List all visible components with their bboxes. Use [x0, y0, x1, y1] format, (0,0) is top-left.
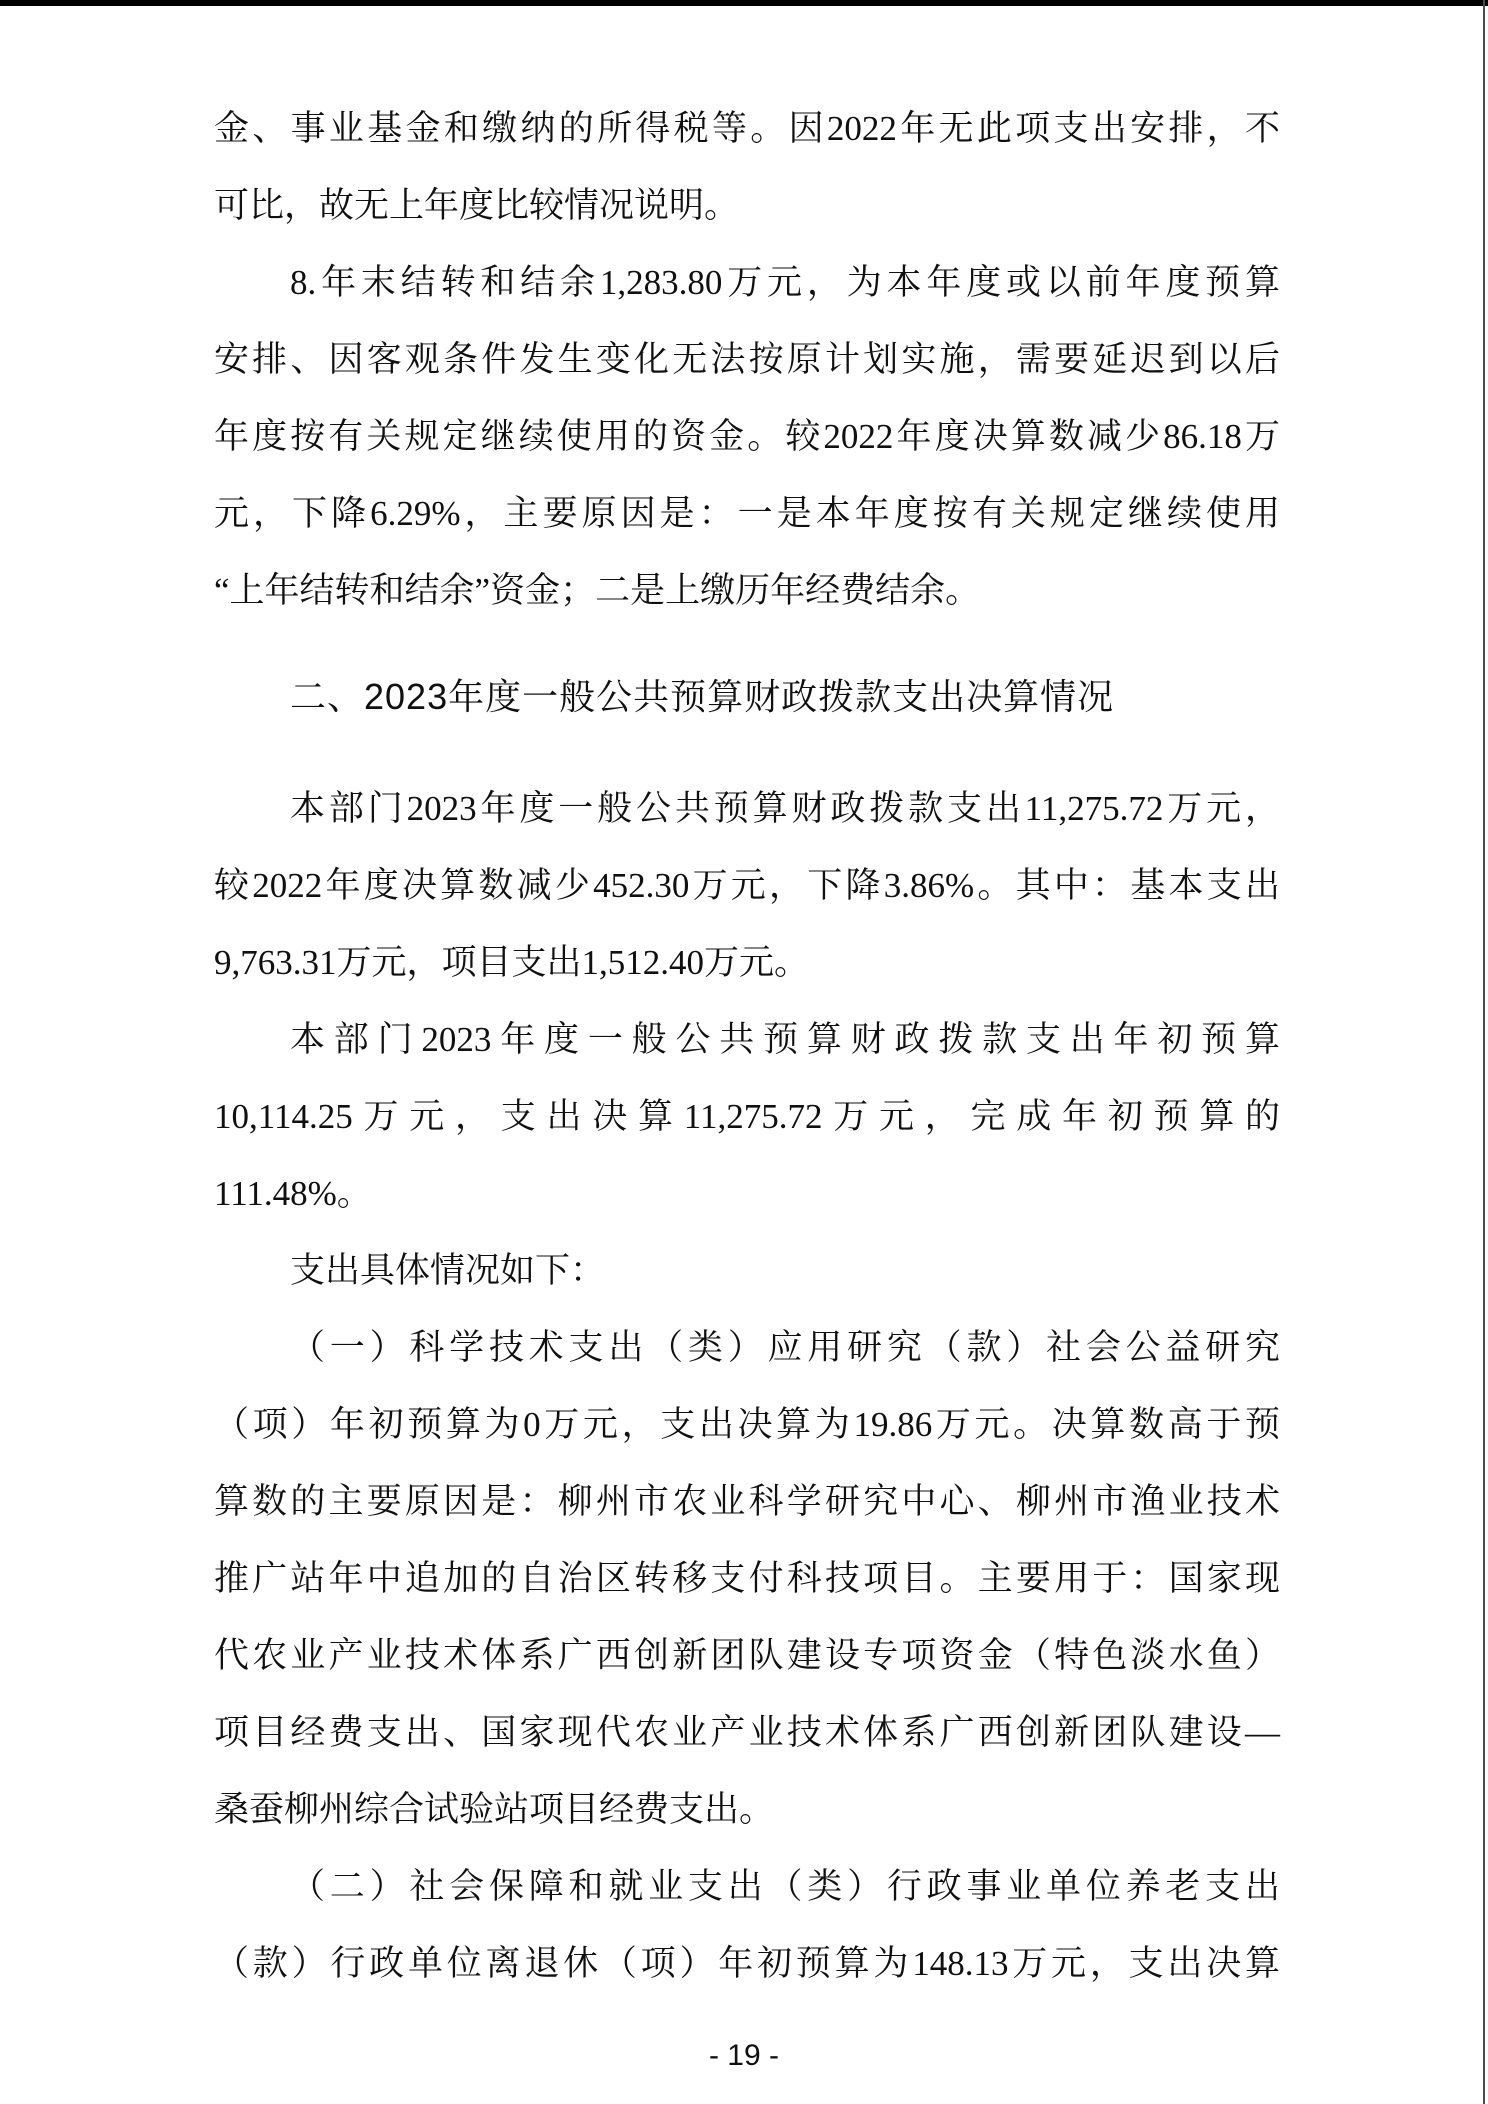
body-line: （项）年初预算为0万元，支出决算为19.86万元。决算数高于预 [214, 1405, 1280, 1444]
body-line: 安排、因客观条件发生变化无法按原计划实施，需要延迟到以后 [214, 340, 1280, 379]
body-line: 10,114.25万元，支出决算11,275.72万元，完成年初预算的 [214, 1097, 1280, 1136]
body-line: 年度按有关规定继续使用的资金。较2022年度决算数减少86.18万 [214, 417, 1280, 456]
body-line: 8.年末结转和结余1,283.80万元，为本年度或以前年度预算 [290, 263, 1280, 302]
body-line: 代农业产业技术体系广西创新团队建设专项资金（特色淡水鱼） [214, 1636, 1280, 1675]
body-line: 桑蚕柳州综合试验站项目经费支出。 [214, 1790, 775, 1829]
body-line: 推广站年中追加的自治区转移支付科技项目。主要用于：国家现 [214, 1559, 1280, 1598]
body-line: （二）社会保障和就业支出（类）行政事业单位养老支出 [290, 1867, 1280, 1906]
body-line: “上年结转和结余”资金；二是上缴历年经费结余。 [214, 571, 981, 610]
scan-top-bar [0, 0, 1488, 6]
body-line: 本部门2023年度一般公共预算财政拨款支出年初预算 [290, 1020, 1280, 1059]
body-line: 支出具体情况如下： [290, 1251, 606, 1290]
body-line: 金、事业基金和缴纳的所得税等。因2022年无此项支出安排，不 [214, 109, 1280, 148]
body-line: 项目经费支出、国家现代农业产业技术体系广西创新团队建设— [214, 1713, 1280, 1752]
body-line: 可比，故无上年度比较情况说明。 [214, 186, 740, 225]
body-line: 算数的主要原因是：柳州市农业科学研究中心、柳州市渔业技术 [214, 1482, 1280, 1521]
page-number: - 19 - [708, 2039, 780, 2072]
section-heading: 二、2023年度一般公共预算财政拨款支出决算情况 [290, 676, 1115, 717]
body-line: 111.48%。 [214, 1174, 372, 1213]
scan-right-edge-line [1483, 0, 1485, 2104]
body-line: 本部门2023年度一般公共预算财政拨款支出11,275.72万元， [290, 789, 1280, 828]
body-line: 较2022年度决算数减少452.30万元，下降3.86%。其中：基本支出 [214, 866, 1280, 905]
body-line: （一）科学技术支出（类）应用研究（款）社会公益研究 [290, 1328, 1280, 1367]
body-line: 元，下降6.29%，主要原因是：一是本年度按有关规定继续使用 [214, 494, 1280, 533]
body-line: （款）行政单位离退休（项）年初预算为148.13万元，支出决算 [214, 1944, 1280, 1983]
body-line: 9,763.31万元，项目支出1,512.40万元。 [214, 943, 810, 982]
document-body [214, 90, 1280, 2002]
